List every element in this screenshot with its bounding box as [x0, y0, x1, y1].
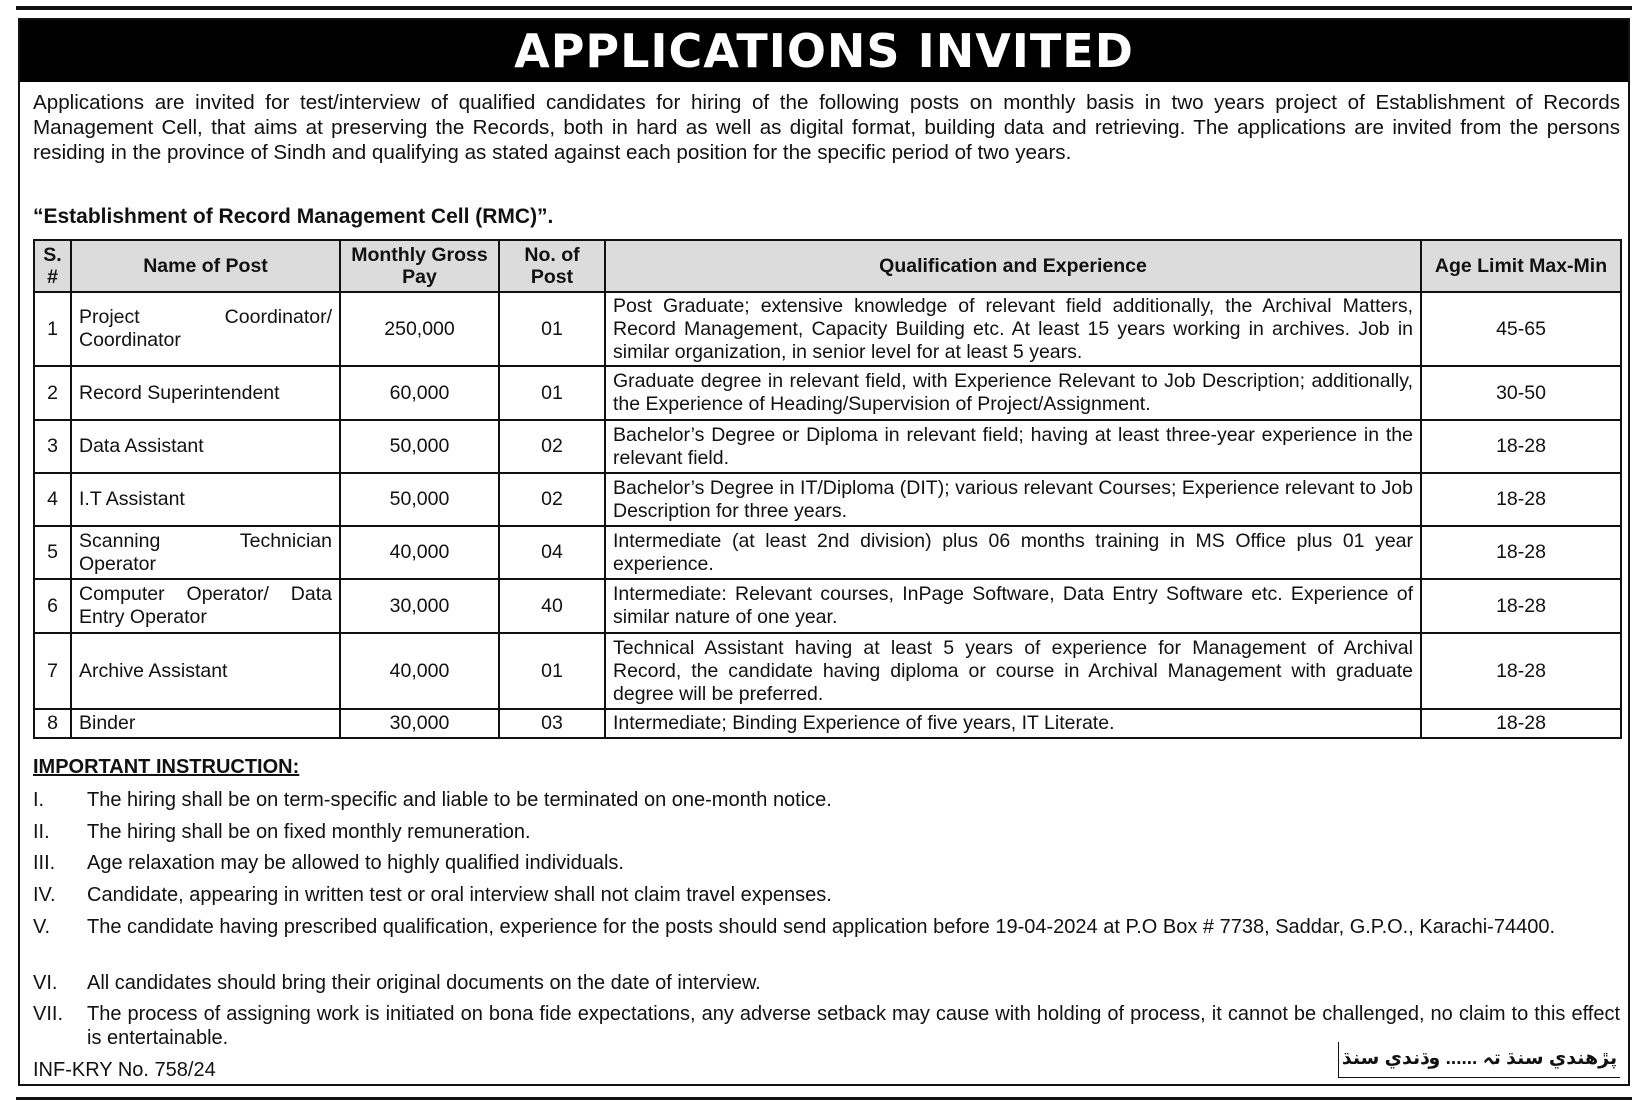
instruction-text: Age relaxation may be allowed to highly qualified individuals. [87, 852, 624, 874]
cell-pay: 40,000 [340, 526, 499, 579]
header-age: Age Limit Max-Min [1421, 240, 1621, 292]
instruction-text: Candidate, appearing in written test or oral interview shall not claim travel expenses. [87, 884, 832, 906]
cell-pay: 50,000 [340, 473, 499, 526]
cell-sn: 8 [34, 709, 71, 738]
table-row [34, 366, 1621, 420]
cell-age: 18-28 [1421, 633, 1621, 709]
cell-age: 18-28 [1421, 579, 1621, 633]
project-subtitle: “Establishment of Record Management Cell (RMC)”. [33, 205, 554, 228]
cell-posts: 01 [499, 292, 605, 366]
cell-pay: 30,000 [340, 709, 499, 738]
instruction-number: I. [33, 789, 45, 811]
instruction-text: The hiring shall be on fixed monthly remuneration. [87, 821, 531, 843]
cell-name: Binder [71, 709, 340, 738]
cell-sn: 3 [34, 420, 71, 473]
posts-table [33, 239, 1622, 739]
table-row [34, 633, 1621, 709]
instruction-number: VII. [33, 1003, 64, 1025]
instruction-number: III. [33, 852, 56, 874]
cell-qualification: Technical Assistant having at least 5 years of experience for Management of Archival Record, the candidate having diploma or course in Archival Management with graduate degree will be preferred. [605, 633, 1421, 709]
instruction-number: V. [33, 916, 51, 938]
cell-qualification: Bachelor’s Degree in IT/Diploma (DIT); various relevant Courses; Experience relevant to Job Description for three years. [605, 473, 1421, 526]
cell-pay: 40,000 [340, 633, 499, 709]
cell-sn: 6 [34, 579, 71, 633]
cell-posts: 04 [499, 526, 605, 579]
table-header-row [34, 240, 1621, 292]
reference-number: INF-KRY No. 758/24 [33, 1059, 216, 1081]
cell-name: Project Coordinator/ Coordinator [71, 292, 340, 366]
cell-sn: 4 [34, 473, 71, 526]
cell-sn: 7 [34, 633, 71, 709]
cell-pay: 250,000 [340, 292, 499, 366]
instruction-text: All candidates should bring their original documents on the date of interview. [87, 972, 761, 994]
cell-posts: 40 [499, 579, 605, 633]
table-row [34, 420, 1621, 473]
cell-age: 18-28 [1421, 526, 1621, 579]
cell-sn: 1 [34, 292, 71, 366]
table-row [34, 709, 1621, 738]
bottom-rule [16, 1097, 1632, 1100]
table-row [34, 473, 1621, 526]
cell-qualification: Intermediate; Binding Experience of five years, IT Literate. [605, 709, 1421, 738]
instruction-item [33, 915, 1620, 939]
instruction-item [33, 820, 1620, 844]
cell-posts: 01 [499, 633, 605, 709]
instruction-number: II. [33, 821, 50, 843]
intro-paragraph: Applications are invited for test/interview of qualified candidates for hiring of the following posts on monthly basis in two years project of Establishment of Records Management Cell, that aims at preserving the Records, both in hard as well as digital format, building data and retrieving. The applications are invited from the persons residing in the province of Sindh and qualifying as stated against each position for the specific period of two years. [33, 91, 1620, 164]
instruction-text: The hiring shall be on term-specific and liable to be terminated on one-month notice. [87, 789, 832, 811]
cell-name: I.T Assistant [71, 473, 340, 526]
cell-posts: 02 [499, 473, 605, 526]
cell-qualification: Intermediate (at least 2nd division) plus 06 months training in MS Office plus 01 year experience. [605, 526, 1421, 579]
cell-name: Record Superintendent [71, 366, 340, 420]
cell-qualification: Graduate degree in relevant field, with Experience Relevant to Job Description; additionally, the Experience of Heading/Supervision of Project/Assignment. [605, 366, 1421, 420]
cell-posts: 01 [499, 366, 605, 420]
cell-name: Computer Operator/ Data Entry Operator [71, 579, 340, 633]
header-posts: No. of Post [499, 240, 605, 292]
cell-age: 45-65 [1421, 292, 1621, 366]
instruction-item [33, 883, 1620, 907]
cell-qualification: Bachelor’s Degree or Diploma in relevant field; having at least three-year experience in the relevant field. [605, 420, 1421, 473]
instruction-number: IV. [33, 884, 56, 906]
top-rule [16, 6, 1632, 10]
instruction-number: VI. [33, 972, 58, 994]
cell-qualification: Post Graduate; extensive knowledge of relevant field additionally, the Archival Matters, Record Management, Capacity Building etc. At least 15 years working in archives. Job in similar organization, in senior level for at least 5 years. [605, 292, 1421, 366]
table-row [34, 292, 1621, 366]
instruction-text: The process of assigning work is initiated on bona fide expectations, any adverse setback may cause with holding of process, it cannot be challenged, no claim to this effect is entertainable. [87, 1003, 1620, 1049]
header-name: Name of Post [71, 240, 340, 292]
cell-pay: 30,000 [340, 579, 499, 633]
page-title: APPLICATIONS INVITED [20, 20, 1628, 82]
instruction-text: The candidate having prescribed qualification, experience for the posts should send application before 19-04-2024 at P.O Box # 7738, Saddar, G.P.O., Karachi-74400. [87, 916, 1555, 938]
header-qualification: Qualification and Experience [605, 240, 1421, 292]
header-pay: Monthly Gross Pay [340, 240, 499, 292]
cell-sn: 2 [34, 366, 71, 420]
cell-posts: 03 [499, 709, 605, 738]
sindh-slogan: پڙهندي سنڌ تہ ...... وڌندي سنڌ [1338, 1042, 1620, 1078]
cell-name: Archive Assistant [71, 633, 340, 709]
header-sn: S. # [34, 240, 71, 292]
cell-age: 30-50 [1421, 366, 1621, 420]
cell-age: 18-28 [1421, 709, 1621, 738]
instruction-item [33, 788, 1620, 812]
cell-age: 18-28 [1421, 473, 1621, 526]
table-row [34, 579, 1621, 633]
cell-pay: 60,000 [340, 366, 499, 420]
cell-posts: 02 [499, 420, 605, 473]
cell-name: Scanning Technician Operator [71, 526, 340, 579]
table-row [34, 526, 1621, 579]
cell-qualification: Intermediate: Relevant courses, InPage Software, Data Entry Software etc. Experience of similar nature of one year. [605, 579, 1421, 633]
cell-pay: 50,000 [340, 420, 499, 473]
instructions-heading: IMPORTANT INSTRUCTION: [33, 756, 300, 778]
cell-age: 18-28 [1421, 420, 1621, 473]
instruction-item [33, 971, 1620, 995]
cell-name: Data Assistant [71, 420, 340, 473]
cell-sn: 5 [34, 526, 71, 579]
instruction-item [33, 851, 1620, 875]
